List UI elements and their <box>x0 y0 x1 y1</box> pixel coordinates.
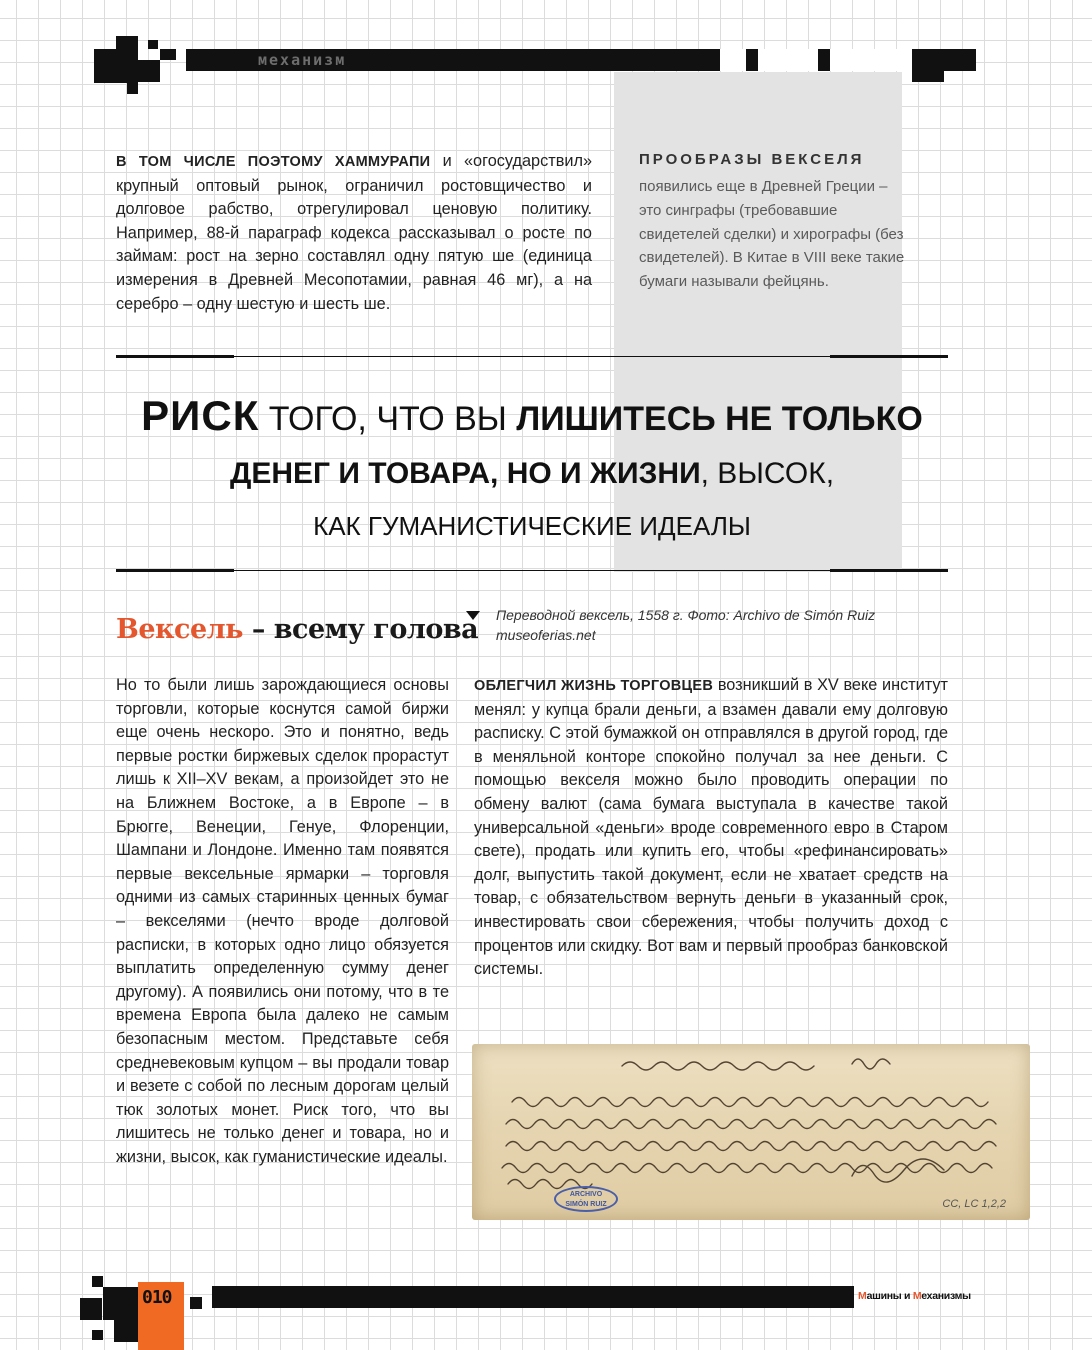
pull-quote-light-1: ТОГО, ЧТО ВЫ <box>259 400 517 438</box>
brand-letter-1: М <box>858 1290 867 1302</box>
brand-letter-2: М <box>912 1290 922 1302</box>
quote-rule-bottom-left <box>116 569 234 572</box>
intro-paragraph <box>116 150 592 316</box>
sidebar-text: появились еще в Древней Греции – это синграфы (требовавшие свидетелей сделки) и хирографы (без свидетелей). В Китае в VIII веке такие бумаги называли фейцянь. <box>639 178 905 291</box>
quote-rule-bottom-thin <box>234 570 830 571</box>
archive-stamp <box>554 1186 618 1212</box>
pull-quote-line-3: КАК ГУМАНИСТИЧЕСКИЕ ИДЕАЛЫ <box>313 511 751 541</box>
document-corner-mark: CC, LC 1,2,2 <box>942 1198 1006 1210</box>
pull-quote <box>116 388 948 551</box>
brand-text-1: ашины и <box>866 1290 913 1302</box>
bill-of-exchange-photo <box>472 1044 1030 1220</box>
pull-quote-risk: РИСК <box>141 392 260 439</box>
quote-rule-top-left <box>116 355 234 358</box>
photo-caption <box>496 606 926 645</box>
quote-rule-bottom-right <box>830 569 948 572</box>
intro-lead: В ТОМ ЧИСЛЕ ПОЭТОМУ ХАММУРАПИ <box>116 154 431 170</box>
intro-text: и «огосударствил» крупный оптовый рынок, ограничил ростовщичество и долговое рабство, отрегулировал ценовую политику. Например, 88-й параграф кодекса рассказывал о росте по займам: рост на зерно составлял одну пятую ше (единица измерения в Древней Месопотамии, равная 46 мг), а на серебро – одну шестую и шесть ше. <box>116 152 592 313</box>
section-title <box>116 614 478 645</box>
left-column-text: Но то были лишь зарождающиеся основы торговли, которые коснутся самой биржи еще очень нескоро. Это и понятно, ведь первые ростки биржевых сделок прорастут лишь к XII–XV векам, а произойдет это не на Ближнем Востоке, а в Европе – в Брюгге, Венеции, Генуе, Флоренции, Шампани и Лондоне. Именно там появятся первые вексельные ярмарки – торговля одними из самых старинных ценных бумаг – векселями (нечто вроде долговой расписки, в которых одно лицо обязуется выплатить определенную сумму денег другому). А появились они потому, что в те времена Европа была далеко не самым безопасным местом. Представьте себя средневековым купцом – вы продали товар и везете с собой по лесным дорогам целый тюк золотых монет. Риск того, что вы лишитесь не только денег и товара, но и жизни, высок, как гуманистические идеалы. <box>116 676 449 1166</box>
magazine-brand <box>858 1290 971 1302</box>
section-label: механизм <box>258 51 347 69</box>
brand-text-2: еханизмы <box>921 1290 971 1302</box>
stamp-line-2: SIMÓN RUIZ <box>565 1201 607 1208</box>
pull-quote-bold-2: ДЕНЕГ И ТОВАРА, НО И ЖИЗНИ <box>229 457 701 490</box>
caption-arrow-icon <box>466 611 480 620</box>
stamp-line-1: ARCHIVO <box>569 1191 603 1198</box>
section-title-rest: – всему голова <box>242 614 479 645</box>
pull-quote-light-2: , ВЫСОК, <box>700 457 835 490</box>
quote-rule-top-right <box>830 355 948 358</box>
sidebar-heading: ПРООБРАЗЫ ВЕКСЕЛЯ <box>639 151 865 168</box>
header-bar-gap <box>830 49 912 71</box>
header-bar-gap <box>758 49 818 71</box>
right-column-body: возникший в XV веке институт менял: у купца брали деньги, а взамен давали ему долговую расписку. С этой бумажкой он отправлялся в другой город, где в меняльной конторе спокойно получал за нее деньги. С помощью векселя можно было проводить операции по обмену валют (сама бумага выступала в качестве такой универсальной «деньги» вроде современного евро в Старом свете), продать или купить его, чтобы «рефинансировать» долг, выпустить такой документ, если не хватает средств на товар, с обязательством вернуть деньги в указанный срок, инвестировать свои сбережения, чтобы получить доход с процентов или скидку. Вот вам и первый прообраз банковской системы. <box>474 676 948 979</box>
footer-bar <box>212 1286 854 1308</box>
pull-quote-bold-1: ЛИШИТЕСЬ НЕ ТОЛЬКО <box>516 400 923 438</box>
quote-rule-top-thin <box>234 356 830 357</box>
page-number: 010 <box>142 1287 172 1308</box>
caption-line-1: Переводной вексель, 1558 г. Фото: Archivo de Simón Ruiz <box>496 607 876 623</box>
caption-line-2: museoferias.net <box>496 626 596 643</box>
right-column-lead: ОБЛЕГЧИЛ ЖИЗНЬ ТОРГОВЦЕВ <box>474 678 714 694</box>
section-title-accent: Вексель <box>116 614 243 645</box>
header-bar-gap <box>720 49 746 71</box>
right-column-text <box>474 674 948 982</box>
